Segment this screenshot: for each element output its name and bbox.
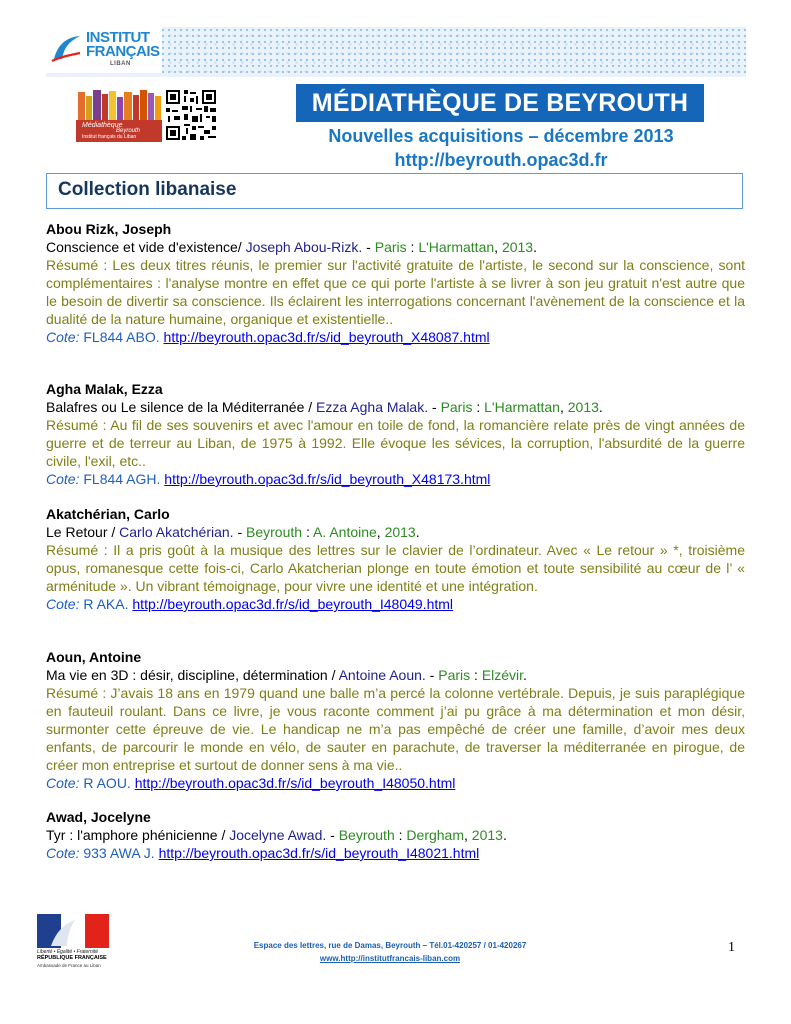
entry-citation <box>46 238 745 256</box>
entry-author: Agha Malak, Ezza <box>46 381 163 397</box>
page-number: 1 <box>728 940 735 955</box>
entry-cote-line <box>46 470 745 488</box>
logo-text-liban: LIBAN <box>110 61 131 67</box>
entry-end: . <box>533 239 537 255</box>
entry-cote-label: Cote: <box>46 329 80 345</box>
entry-place: Beyrouth <box>246 524 303 540</box>
entry-year: 2013 <box>384 524 416 540</box>
catalog-entry <box>46 808 745 862</box>
mediatheque-logo-city: Beyrouth <box>116 128 141 134</box>
entry-separator: - <box>428 399 441 415</box>
entry-author: Aoun, Antoine <box>46 649 142 665</box>
subtitle-catalog-url[interactable]: http://beyrouth.opac3d.fr <box>394 150 608 170</box>
institut-francais-logo <box>46 27 162 73</box>
entry-separator: - <box>233 524 247 540</box>
entry-end: . <box>598 399 603 415</box>
entry-cote: FL844 AGH. <box>79 471 165 487</box>
entry-author: Awad, Jocelyne <box>46 809 151 825</box>
entry-title: Tyr : l'amphore phénicienne / <box>46 827 230 843</box>
entry-separator: : <box>470 667 482 683</box>
entry-year: 2013 <box>471 827 503 843</box>
entry-responsibility: Ezza Agha Malak. <box>316 399 429 415</box>
catalog-entry <box>46 648 745 792</box>
entry-link[interactable]: http://beyrouth.opac3d.fr/s/id_beyrouth_I48050.html <box>134 775 456 791</box>
entry-cote-line <box>46 328 745 346</box>
entry-cote: R AOU. <box>79 775 135 791</box>
catalog-entry <box>46 380 745 488</box>
subtitle-acquisitions: Nouvelles acquisitions – décembre 2013 <box>328 126 674 146</box>
entry-citation <box>46 666 745 684</box>
entry-citation <box>46 398 745 416</box>
entry-publisher: L'Harmattan <box>418 239 495 255</box>
entry-citation <box>46 826 745 844</box>
entry-separator: , <box>376 524 385 540</box>
entry-separator: , <box>494 239 502 255</box>
entry-separator: - <box>326 827 339 843</box>
entry-responsibility: Joseph Abou-Rizk. <box>245 239 363 255</box>
entry-cote-line <box>46 774 745 792</box>
entry-cote-label: Cote: <box>46 845 80 861</box>
mediatheque-logo-institut: Institut français du Liban <box>82 134 137 140</box>
entry-publisher: A. Antoine <box>312 524 377 540</box>
section-heading <box>46 173 743 209</box>
entry-title: Balafres ou Le silence de la Méditerranée / <box>46 399 317 415</box>
entry-link[interactable]: http://beyrouth.opac3d.fr/s/id_beyrouth_X48173.html <box>164 471 491 487</box>
entry-end: . <box>523 667 527 683</box>
entry-year: 2013 <box>501 239 534 255</box>
entry-cote-label: Cote: <box>46 471 80 487</box>
entry-place: Paris <box>438 667 471 683</box>
logo-text-francais: FRANÇAIS <box>86 43 160 60</box>
entry-separator: - <box>362 239 375 255</box>
footer-address: Espace des lettres, rue de Damas, Beyrouth – Tél.01-420257 / 01-420267 <box>253 941 527 950</box>
entry-citation <box>46 523 745 541</box>
entry-cote: FL844 ABO. <box>79 329 164 345</box>
entry-cote: 933 AWA J. <box>79 845 159 861</box>
catalog-entry <box>46 220 745 346</box>
entry-year: 2013 <box>567 399 599 415</box>
entry-link[interactable]: http://beyrouth.opac3d.fr/s/id_beyrouth_I48049.html <box>132 596 454 612</box>
entry-title: Le Retour / <box>46 524 120 540</box>
entry-cote-line <box>46 844 745 862</box>
entry-end: . <box>502 827 507 843</box>
entry-responsibility: Carlo Akatchérian. <box>119 524 234 540</box>
footer-website[interactable]: www.http://institutfrancais-liban.com <box>319 954 461 963</box>
entry-responsibility: Antoine Aoun. <box>338 667 426 683</box>
entry-author: Abou Rizk, Joseph <box>46 221 172 237</box>
entry-separator: - <box>425 667 439 683</box>
entry-link[interactable]: http://beyrouth.opac3d.fr/s/id_beyrouth_I48021.html <box>158 845 480 861</box>
entry-resume: Résumé : Au fil de ses souvenirs et avec l'amour en toile de fond, la romancière relate près de vingt années de guerre et de terreur au Liban, de 1975 à 1992. Elle évoque les sévices, la corruption, l'absurdité de la guerre civile, l'exil, etc.. <box>46 417 745 469</box>
entry-place: Paris <box>374 239 407 255</box>
mediatheque-logo <box>76 120 162 142</box>
marianne-flag-icon <box>37 914 109 948</box>
entry-separator: : <box>406 239 419 255</box>
entry-cote-label: Cote: <box>46 775 80 791</box>
books-logo-icon <box>76 88 162 120</box>
logo-text-institut: INSTITUT <box>86 29 150 46</box>
entry-end: . <box>415 524 420 540</box>
entry-author: Akatchérian, Carlo <box>46 506 170 522</box>
entry-resume: Résumé : J’avais 18 ans en 1979 quand une balle m’a percé la colonne vertébrale. Depuis, je suis paraplégique en fauteuil roulant. Dans ce livre, je vous raconte comment j’ai pu grâce à ma détermination et mon désir, surmonter cette épreuve de vie. Le handicap ne m’a pas empêché de créer une famille, d’avoir mes deux enfants, de parcourir le monde en vélo, de sauter en parachute, de traverser la méditerranée en pirogue, de créer mon entreprise et surtout de donner sens à ma vie.. <box>46 685 745 773</box>
entry-cote-line <box>46 595 745 613</box>
entry-separator: : <box>394 827 407 843</box>
entry-separator: , <box>464 827 472 843</box>
entry-link[interactable]: http://beyrouth.opac3d.fr/s/id_beyrouth_X48087.html <box>163 329 490 345</box>
entry-resume: Résumé : Il a pris goût à la musique des lettres sur le clavier de l’ordinateur. Avec « Le retour » *, troisième opus, romanesque cette fois-ci, Carlo Akatcherian plonge en toute émotion et toute sensibilité au cœur de l’ « arménitude ». Un vibrant témoignage, pour vivre une identité et une intégration. <box>46 542 745 594</box>
republique-name: RÉPUBLIQUE FRANÇAISE <box>37 955 107 961</box>
logo-swoosh-icon <box>50 33 82 63</box>
entry-cote-label: Cote: <box>46 596 80 612</box>
entry-publisher: L'Harmattan <box>484 399 560 415</box>
ambassade-name: Ambassade de France au Liban <box>37 963 101 968</box>
entry-place: Beyrouth <box>338 827 395 843</box>
entry-place: Paris <box>440 399 473 415</box>
republique-francaise-logo <box>37 914 109 972</box>
page-subtitle <box>296 124 706 172</box>
entry-publisher: Dergham <box>406 827 465 843</box>
entry-resume: Résumé : Les deux titres réunis, le premier sur l'activité gratuite de l'artiste, le second sur la conscience, sont complémentaires : l'analyse montre en effet que ce qui porte l'artiste à se livrer à son jeu gratuit n'est autre que le besoin de divertir sa conscience. Ils éclairent les interrogations concernant l'avènement de la conscience et la dualité de la nature humaine, organique et existentielle.. <box>46 257 745 327</box>
page-title: MÉDIATHÈQUE DE BEYROUTH <box>296 84 704 122</box>
entry-responsibility: Jocelyne Awad. <box>229 827 327 843</box>
entry-separator: , <box>559 399 568 415</box>
entry-title: Conscience et vide d'existence/ <box>46 239 246 255</box>
entry-cote: R AKA. <box>79 596 133 612</box>
entry-separator: : <box>472 399 485 415</box>
entry-title: Ma vie en 3D : désir, discipline, détermination / <box>46 667 339 683</box>
footer-contact <box>200 939 580 965</box>
entry-separator: : <box>302 524 313 540</box>
section-title: Collection libanaise <box>58 179 237 200</box>
mediatheque-logo-text: Médiathèque <box>82 122 123 129</box>
republique-motto: Liberté • Égalité • Fraternité <box>37 949 99 955</box>
qr-code-icon <box>164 88 218 142</box>
entry-publisher: Elzévir <box>481 667 524 683</box>
catalog-entry <box>46 505 745 613</box>
